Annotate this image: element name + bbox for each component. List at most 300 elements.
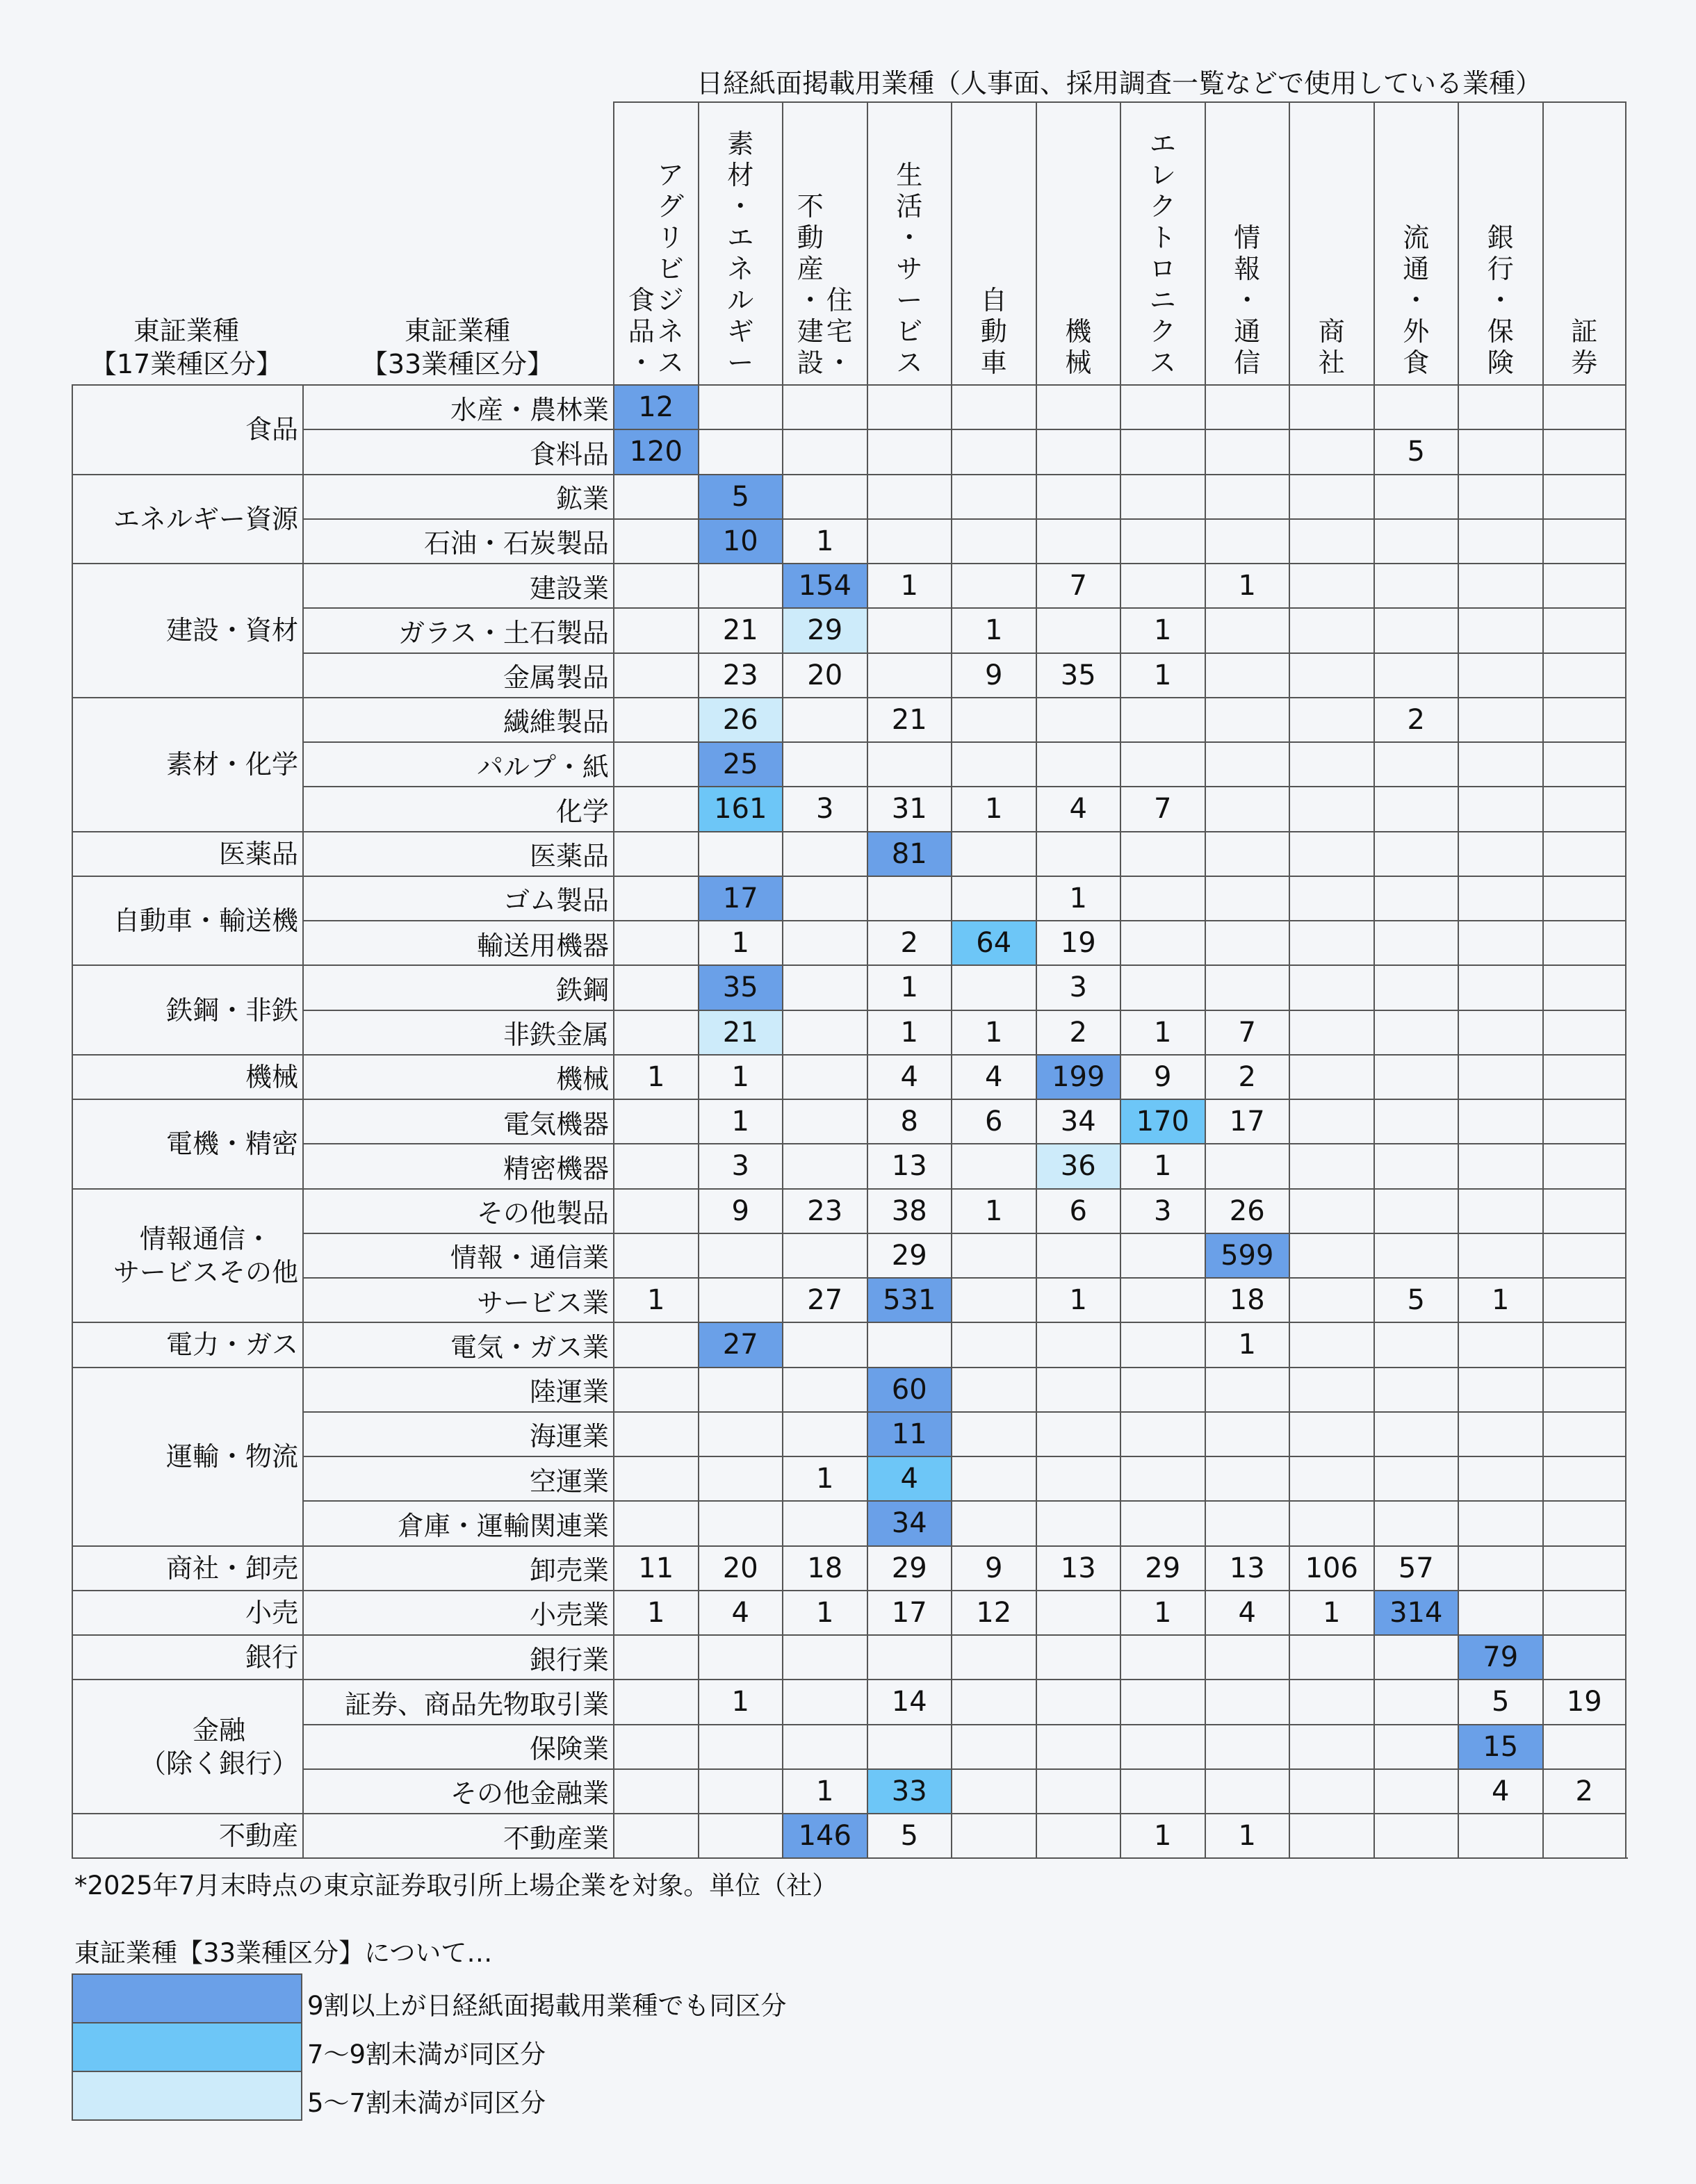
data-cell: 314 xyxy=(1373,1590,1458,1634)
data-cell xyxy=(698,1724,783,1768)
data-cell: 1 xyxy=(613,1590,698,1634)
data-cell xyxy=(1458,1411,1542,1456)
data-cell xyxy=(951,1143,1036,1188)
data-cell xyxy=(698,1277,783,1322)
tse17-group-label: 食品 xyxy=(72,384,302,474)
data-cell: 9 xyxy=(698,1188,783,1233)
data-cell xyxy=(1205,1724,1289,1768)
data-cell: 18 xyxy=(782,1545,867,1590)
data-cell xyxy=(1036,1233,1120,1277)
data-cell: 2 xyxy=(1542,1768,1627,1813)
data-cell xyxy=(1205,1500,1289,1545)
footnote: *2025年7月末時点の東京証券取引所上場企業を対象。単位（社） xyxy=(74,1871,838,1900)
data-cell xyxy=(951,474,1036,518)
tse17-group-label: 機械 xyxy=(72,1054,302,1099)
data-cell xyxy=(1120,1768,1205,1813)
data-cell xyxy=(1458,563,1542,607)
tse33-header-line-1: 東証業種 xyxy=(404,315,510,346)
data-cell xyxy=(613,1010,698,1054)
data-cell: 8 xyxy=(867,1099,952,1143)
data-cell xyxy=(1373,1634,1458,1679)
data-cell xyxy=(1458,1188,1542,1233)
data-cell: 4 xyxy=(1458,1768,1542,1813)
nikkei-column-header xyxy=(1458,101,1542,384)
tse33-row-label: 保険業 xyxy=(302,1724,613,1768)
data-cell xyxy=(1458,1054,1542,1099)
nikkei-column-header xyxy=(1542,101,1627,384)
data-cell xyxy=(1205,429,1289,473)
data-cell xyxy=(1036,1456,1120,1500)
data-cell: 13 xyxy=(867,1143,952,1188)
data-cell xyxy=(1542,1590,1627,1634)
data-cell xyxy=(1205,1768,1289,1813)
data-cell xyxy=(613,1634,698,1679)
data-cell: 15 xyxy=(1458,1724,1542,1768)
data-cell xyxy=(782,1143,867,1188)
data-cell: 106 xyxy=(1289,1545,1373,1590)
data-cell: 1 xyxy=(867,1010,952,1054)
data-cell xyxy=(951,1813,1036,1857)
data-cell: 23 xyxy=(698,652,783,697)
data-cell xyxy=(1289,697,1373,741)
data-cell xyxy=(1458,1367,1542,1411)
nikkei-column-header xyxy=(1036,101,1120,384)
data-cell xyxy=(1205,1456,1289,1500)
data-cell xyxy=(1289,518,1373,563)
data-cell xyxy=(1205,697,1289,741)
data-cell: 1 xyxy=(1205,1813,1289,1857)
data-cell: 1 xyxy=(698,1054,783,1099)
nikkei-column-header-text: 証 券 xyxy=(1571,316,1598,378)
data-cell: 6 xyxy=(951,1099,1036,1143)
data-cell xyxy=(1373,1367,1458,1411)
tse33-row-label: 鉄鋼 xyxy=(302,964,613,1009)
data-cell xyxy=(613,652,698,697)
data-cell xyxy=(1542,1545,1627,1590)
data-cell xyxy=(1458,1010,1542,1054)
data-cell xyxy=(1289,920,1373,964)
data-cell xyxy=(1036,741,1120,786)
data-cell xyxy=(1205,518,1289,563)
data-cell: 3 xyxy=(1036,964,1120,1009)
data-cell xyxy=(1373,1768,1458,1813)
data-cell xyxy=(613,1679,698,1723)
tse33-row-label: 機械 xyxy=(302,1054,613,1099)
data-cell xyxy=(1542,1411,1627,1456)
table-title: 日経紙面掲載用業種（人事面、採用調査一覧などで使用している業種） xyxy=(696,68,1542,99)
data-cell xyxy=(613,1322,698,1366)
data-cell xyxy=(1120,1500,1205,1545)
tse33-row-label: 水産・農林業 xyxy=(302,384,613,429)
data-cell xyxy=(613,474,698,518)
data-cell xyxy=(1120,1322,1205,1366)
data-cell xyxy=(867,607,952,652)
data-cell xyxy=(1205,1411,1289,1456)
data-cell xyxy=(1458,1545,1542,1590)
data-cell: 1 xyxy=(1289,1590,1373,1634)
data-cell xyxy=(782,920,867,964)
data-cell xyxy=(1458,518,1542,563)
data-cell xyxy=(1205,741,1289,786)
data-cell xyxy=(1458,1456,1542,1500)
tse33-row-label: ガラス・土石製品 xyxy=(302,607,613,652)
data-cell xyxy=(1373,652,1458,697)
data-cell xyxy=(1542,920,1627,964)
data-cell: 57 xyxy=(1373,1545,1458,1590)
data-cell: 146 xyxy=(782,1813,867,1857)
data-cell xyxy=(613,1456,698,1500)
data-cell: 18 xyxy=(1205,1277,1289,1322)
data-cell xyxy=(1036,474,1120,518)
data-cell: 4 xyxy=(951,1054,1036,1099)
nikkei-column-header-text: 住 宅 ・ xyxy=(826,285,853,378)
data-cell xyxy=(951,518,1036,563)
nikkei-column-header xyxy=(1205,101,1289,384)
data-cell: 25 xyxy=(698,741,783,786)
data-cell: 1 xyxy=(1120,1143,1205,1188)
data-cell xyxy=(698,1768,783,1813)
data-cell xyxy=(1120,1411,1205,1456)
data-cell xyxy=(1289,474,1373,518)
tse33-row-label: 化学 xyxy=(302,786,613,830)
data-cell xyxy=(1542,1054,1627,1099)
data-cell xyxy=(1205,1143,1289,1188)
data-cell xyxy=(782,1500,867,1545)
data-cell xyxy=(1289,1679,1373,1723)
data-cell xyxy=(1205,1367,1289,1411)
data-cell: 1 xyxy=(867,563,952,607)
data-cell xyxy=(1373,607,1458,652)
data-cell xyxy=(1289,786,1373,830)
data-cell: 29 xyxy=(867,1545,952,1590)
nikkei-column-header xyxy=(1373,101,1458,384)
data-cell xyxy=(613,1768,698,1813)
data-cell xyxy=(1373,1233,1458,1277)
data-cell xyxy=(1458,607,1542,652)
data-cell: 4 xyxy=(698,1590,783,1634)
data-cell xyxy=(782,429,867,473)
data-cell xyxy=(1036,1411,1120,1456)
data-cell xyxy=(1373,1456,1458,1500)
tse17-group-label: 電力・ガス xyxy=(72,1322,302,1366)
data-cell: 1 xyxy=(782,1590,867,1634)
data-cell xyxy=(867,384,952,429)
data-cell xyxy=(1542,429,1627,473)
data-cell xyxy=(1542,741,1627,786)
data-cell xyxy=(1542,384,1627,429)
data-cell xyxy=(1373,786,1458,830)
data-cell: 2 xyxy=(1373,697,1458,741)
nikkei-column-header-text: 情 報 ・ 通 信 xyxy=(1234,222,1261,378)
data-cell xyxy=(1373,1010,1458,1054)
data-cell xyxy=(698,1456,783,1500)
data-cell: 17 xyxy=(698,876,783,920)
data-cell: 3 xyxy=(698,1143,783,1188)
data-cell: 79 xyxy=(1458,1634,1542,1679)
data-cell: 3 xyxy=(1120,1188,1205,1233)
tse33-row-label: 倉庫・運輸関連業 xyxy=(302,1500,613,1545)
data-cell xyxy=(1120,1679,1205,1723)
data-cell: 35 xyxy=(698,964,783,1009)
data-cell xyxy=(1542,1456,1627,1500)
data-cell xyxy=(951,1322,1036,1366)
data-cell xyxy=(1289,429,1373,473)
data-cell: 1 xyxy=(1120,1590,1205,1634)
tse33-row-label: 食料品 xyxy=(302,429,613,473)
data-cell xyxy=(867,876,952,920)
tse33-row-label: 情報・通信業 xyxy=(302,1233,613,1277)
data-cell xyxy=(1289,1143,1373,1188)
legend-label-over90: 9割以上が日経紙面掲載用業種でも同区分 xyxy=(307,1991,787,2021)
data-cell: 27 xyxy=(782,1277,867,1322)
data-cell xyxy=(1289,1768,1373,1813)
data-cell xyxy=(1373,920,1458,964)
data-cell xyxy=(613,1500,698,1545)
data-cell xyxy=(867,429,952,473)
data-cell: 4 xyxy=(867,1456,952,1500)
data-cell xyxy=(613,1813,698,1857)
data-cell xyxy=(1205,384,1289,429)
data-cell: 4 xyxy=(1205,1590,1289,1634)
data-cell xyxy=(1120,518,1205,563)
data-cell xyxy=(698,831,783,876)
data-cell xyxy=(1120,1456,1205,1500)
nikkei-column-header-text: 素 材 ・ エ ネ ル ギ ー xyxy=(727,129,754,378)
data-cell xyxy=(613,1099,698,1143)
data-cell: 1 xyxy=(867,964,952,1009)
data-cell: 1 xyxy=(1205,563,1289,607)
tse33-row-label: 不動産業 xyxy=(302,1813,613,1857)
tse33-row-label: その他金融業 xyxy=(302,1768,613,1813)
data-cell: 11 xyxy=(867,1411,952,1456)
data-cell xyxy=(782,697,867,741)
data-cell xyxy=(1205,607,1289,652)
data-cell: 4 xyxy=(867,1054,952,1099)
data-cell xyxy=(1542,1813,1627,1857)
data-cell xyxy=(1289,1099,1373,1143)
data-cell xyxy=(1036,1768,1120,1813)
data-cell xyxy=(1120,876,1205,920)
data-cell xyxy=(951,876,1036,920)
nikkei-column-header xyxy=(867,101,952,384)
data-cell xyxy=(613,518,698,563)
data-cell xyxy=(1542,1143,1627,1188)
data-cell xyxy=(1036,518,1120,563)
data-cell xyxy=(782,1054,867,1099)
data-cell xyxy=(1373,1813,1458,1857)
data-cell xyxy=(1373,964,1458,1009)
tse17-group-label: 自動車・輸送機 xyxy=(72,876,302,965)
data-cell: 60 xyxy=(867,1367,952,1411)
data-cell: 10 xyxy=(698,518,783,563)
data-cell xyxy=(1036,1813,1120,1857)
nikkei-column-header xyxy=(782,101,867,384)
data-cell xyxy=(951,1768,1036,1813)
data-cell xyxy=(1120,741,1205,786)
data-cell xyxy=(1458,474,1542,518)
data-cell xyxy=(782,384,867,429)
data-cell xyxy=(1373,474,1458,518)
tse17-group-label: 小売 xyxy=(72,1590,302,1634)
data-cell: 19 xyxy=(1542,1679,1627,1723)
data-cell xyxy=(951,1500,1036,1545)
data-cell xyxy=(1542,518,1627,563)
data-cell xyxy=(1458,741,1542,786)
data-cell xyxy=(1289,1054,1373,1099)
tse17-group-label: 情報通信・ サービスその他 xyxy=(72,1188,302,1322)
data-cell xyxy=(613,1367,698,1411)
data-cell: 120 xyxy=(613,429,698,473)
data-cell xyxy=(1373,1188,1458,1233)
nikkei-column-header-text: 商 社 xyxy=(1318,316,1345,378)
data-cell: 4 xyxy=(1036,786,1120,830)
data-cell: 64 xyxy=(951,920,1036,964)
tse33-row-label: 小売業 xyxy=(302,1590,613,1634)
data-cell xyxy=(1373,384,1458,429)
tse33-row-label: サービス業 xyxy=(302,1277,613,1322)
nikkei-column-header-text: 銀 行 ・ 保 険 xyxy=(1487,222,1514,378)
tse33-row-label: その他製品 xyxy=(302,1188,613,1233)
data-cell xyxy=(613,920,698,964)
data-cell xyxy=(867,1322,952,1366)
data-cell: 35 xyxy=(1036,652,1120,697)
data-cell xyxy=(1458,384,1542,429)
data-cell xyxy=(1120,1634,1205,1679)
data-cell: 19 xyxy=(1036,920,1120,964)
data-cell xyxy=(698,1634,783,1679)
data-cell xyxy=(613,1724,698,1768)
nikkei-column-header-text: 流 通 ・ 外 食 xyxy=(1403,222,1430,378)
data-cell xyxy=(1036,1367,1120,1411)
tse17-group-label: 金融 （除く銀行） xyxy=(72,1679,302,1813)
data-cell: 599 xyxy=(1205,1233,1289,1277)
data-cell: 21 xyxy=(698,607,783,652)
data-cell xyxy=(698,1813,783,1857)
data-cell xyxy=(782,876,867,920)
data-cell xyxy=(1542,1277,1627,1322)
data-cell: 170 xyxy=(1120,1099,1205,1143)
data-cell xyxy=(1458,1500,1542,1545)
data-cell xyxy=(951,741,1036,786)
data-cell xyxy=(951,831,1036,876)
data-cell: 12 xyxy=(613,384,698,429)
data-cell: 7 xyxy=(1205,1010,1289,1054)
data-cell xyxy=(1120,964,1205,1009)
tse33-row-label: 銀行業 xyxy=(302,1634,613,1679)
data-cell xyxy=(1036,607,1120,652)
data-cell xyxy=(613,697,698,741)
data-cell xyxy=(1373,1099,1458,1143)
tse33-row-label: 輸送用機器 xyxy=(302,920,613,964)
data-cell xyxy=(1289,1322,1373,1366)
nikkei-column-header xyxy=(951,101,1036,384)
data-cell: 1 xyxy=(782,518,867,563)
data-cell: 5 xyxy=(1373,429,1458,473)
data-cell: 2 xyxy=(867,920,952,964)
data-cell xyxy=(1120,1277,1205,1322)
data-cell: 2 xyxy=(1205,1054,1289,1099)
nikkei-column-header xyxy=(1120,101,1205,384)
data-cell xyxy=(1289,1500,1373,1545)
data-cell: 12 xyxy=(951,1590,1036,1634)
data-cell xyxy=(1289,563,1373,607)
data-cell xyxy=(867,474,952,518)
data-cell xyxy=(951,1367,1036,1411)
data-cell: 13 xyxy=(1205,1545,1289,1590)
data-cell xyxy=(1542,1724,1627,1768)
data-cell: 17 xyxy=(1205,1099,1289,1143)
data-cell xyxy=(951,1233,1036,1277)
nikkei-column-header xyxy=(1289,101,1373,384)
nikkei-column-header-text: 機 械 xyxy=(1065,316,1092,378)
data-cell: 29 xyxy=(867,1233,952,1277)
data-cell xyxy=(1120,384,1205,429)
data-cell xyxy=(1205,786,1289,830)
data-cell xyxy=(1373,1322,1458,1366)
data-cell xyxy=(782,1634,867,1679)
tse33-row-label: 陸運業 xyxy=(302,1367,613,1411)
data-cell: 3 xyxy=(782,786,867,830)
data-cell xyxy=(1036,831,1120,876)
data-cell xyxy=(1205,1634,1289,1679)
data-cell xyxy=(1458,1590,1542,1634)
tse33-row-label: 電気機器 xyxy=(302,1099,613,1143)
data-cell xyxy=(1542,652,1627,697)
data-cell xyxy=(613,786,698,830)
data-cell xyxy=(1289,1277,1373,1322)
data-cell xyxy=(951,1634,1036,1679)
data-cell: 1 xyxy=(1036,876,1120,920)
data-cell xyxy=(1373,1143,1458,1188)
data-cell xyxy=(1373,876,1458,920)
data-cell xyxy=(782,1233,867,1277)
tse17-group-label: 医薬品 xyxy=(72,831,302,876)
data-cell xyxy=(1289,1411,1373,1456)
data-cell xyxy=(782,1679,867,1723)
data-cell: 5 xyxy=(1373,1277,1458,1322)
data-cell: 23 xyxy=(782,1188,867,1233)
data-cell xyxy=(1036,697,1120,741)
data-cell: 1 xyxy=(698,920,783,964)
data-cell: 7 xyxy=(1036,563,1120,607)
data-cell: 5 xyxy=(1458,1679,1542,1723)
data-cell: 21 xyxy=(698,1010,783,1054)
data-cell xyxy=(1458,652,1542,697)
tse33-row-label: 繊維製品 xyxy=(302,697,613,741)
data-cell: 14 xyxy=(867,1679,952,1723)
data-cell xyxy=(1289,1233,1373,1277)
data-cell xyxy=(1458,831,1542,876)
tse17-group-label: 電機・精密 xyxy=(72,1099,302,1188)
data-cell xyxy=(1542,607,1627,652)
data-cell xyxy=(951,429,1036,473)
data-cell xyxy=(782,741,867,786)
data-cell xyxy=(1542,1233,1627,1277)
data-cell xyxy=(782,1010,867,1054)
tse17-group-label: 不動産 xyxy=(72,1813,302,1857)
data-cell: 31 xyxy=(867,786,952,830)
data-cell: 33 xyxy=(867,1768,952,1813)
data-cell: 1 xyxy=(613,1277,698,1322)
data-cell xyxy=(1373,1724,1458,1768)
data-cell xyxy=(1289,607,1373,652)
data-cell xyxy=(613,741,698,786)
data-cell xyxy=(1289,741,1373,786)
legend-title: 東証業種【33業種区分】について… xyxy=(74,1938,493,1968)
data-cell xyxy=(1289,876,1373,920)
data-cell xyxy=(1542,1500,1627,1545)
tse33-row-label: 医薬品 xyxy=(302,831,613,876)
